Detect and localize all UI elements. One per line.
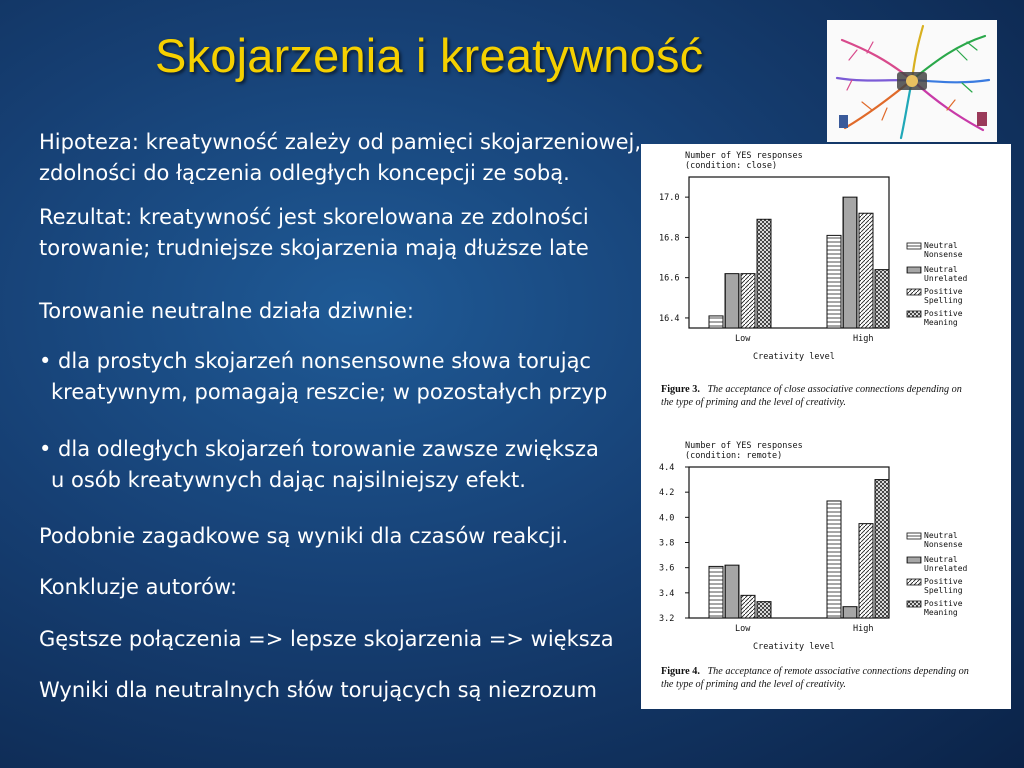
legend-label: Nonsense xyxy=(924,250,963,259)
y-tick-label: 3.6 xyxy=(659,563,675,574)
legend-label: Unrelated xyxy=(924,274,968,283)
y-tick-label: 16.4 xyxy=(659,313,680,324)
chart-title-line-2: (condition: close) xyxy=(685,161,778,171)
x-axis-label: Creativity level xyxy=(753,642,835,652)
x-axis-label: Creativity level xyxy=(753,352,835,362)
bar-high-neutral-nonsense xyxy=(827,501,841,618)
legend-swatch xyxy=(907,267,921,273)
legend-label: Neutral xyxy=(924,241,958,250)
legend-swatch xyxy=(907,311,921,317)
chart-title-line-2: (condition: remote) xyxy=(685,451,783,461)
legend-swatch xyxy=(907,289,921,295)
figure-3-chart xyxy=(641,144,1011,374)
bullet-1-line-1: • dla prostych skojarzeń nonsensowne słowa torując xyxy=(39,349,591,373)
legend-swatch xyxy=(907,601,921,607)
bar-low-neutral-nonsense xyxy=(709,566,723,618)
legend-label: Positive xyxy=(924,287,963,296)
x-category-label: Low xyxy=(735,334,751,344)
y-tick-label: 4.0 xyxy=(659,513,675,524)
mind-map-image xyxy=(827,20,997,142)
y-tick-label: 17.0 xyxy=(659,193,680,204)
bar-high-neutral-unrelated xyxy=(843,197,857,328)
figure-3-label: Figure 3. xyxy=(661,384,700,395)
figure-panel xyxy=(641,144,1011,709)
bar-high-positive-spelling xyxy=(859,213,873,328)
slide-title: Skojarzenia i kreatywność xyxy=(155,29,704,82)
legend-label: Nonsense xyxy=(924,540,963,549)
y-tick-label: 3.2 xyxy=(659,614,675,624)
legend-swatch xyxy=(907,557,921,563)
legend-label: Positive xyxy=(924,577,963,586)
hypothesis-line-2: zdolności do łączenia odległych koncepcji ze sobą. xyxy=(39,161,570,185)
legend-label: Neutral xyxy=(924,531,958,540)
x-category-label: High xyxy=(853,334,874,344)
chart-title-line-1: Number of YES responses xyxy=(685,151,803,161)
legend-label: Spelling xyxy=(924,296,963,305)
figure-4-caption xyxy=(661,665,971,691)
x-category-label: Low xyxy=(735,624,751,634)
legend-label: Meaning xyxy=(924,608,958,617)
legend-label: Unrelated xyxy=(924,564,968,573)
legend-swatch xyxy=(907,579,921,585)
legend-swatch xyxy=(907,243,921,249)
legend-label: Positive xyxy=(924,309,963,318)
legend-label: Neutral xyxy=(924,265,958,274)
y-tick-label: 3.8 xyxy=(659,538,675,549)
bullet-2-line-2: u osób kreatywnych dając najsilniejszy efekt. xyxy=(51,468,526,492)
conclusion-line-2: Wyniki dla neutralnych słów torujących są niezrozum xyxy=(39,678,597,702)
result-line-2: torowanie; trudniejsze skojarzenia mają dłuższe late xyxy=(39,236,589,260)
y-tick-label: 4.4 xyxy=(659,463,675,473)
figure-4-chart xyxy=(641,434,1011,664)
bar-low-neutral-unrelated xyxy=(725,565,739,618)
legend-swatch xyxy=(907,533,921,539)
figure-3-caption xyxy=(661,383,971,409)
conclusion-line-1: Gęstsze połączenia => lepsze skojarzenia => większa xyxy=(39,627,614,651)
bullet-2-line-1: • dla odległych skojarzeń torowanie zawsze zwiększa xyxy=(39,437,599,461)
bar-high-neutral-nonsense xyxy=(827,235,841,328)
bar-low-neutral-nonsense xyxy=(709,316,723,328)
legend-label: Meaning xyxy=(924,318,958,327)
bar-high-positive-meaning xyxy=(875,270,889,328)
figure-3-caption-text: The acceptance of close associative connections depending on the type of priming and the level of creativity. xyxy=(661,384,962,408)
y-tick-label: 16.8 xyxy=(659,233,680,244)
conclusions-heading: Konkluzje autorów: xyxy=(39,575,238,599)
chart-title-line-1: Number of YES responses xyxy=(685,441,803,451)
figure-4-label: Figure 4. xyxy=(661,666,700,677)
legend-label: Neutral xyxy=(924,555,958,564)
bar-low-positive-spelling xyxy=(741,595,755,618)
bar-high-positive-meaning xyxy=(875,480,889,618)
bar-low-positive-meaning xyxy=(757,602,771,618)
bar-high-neutral-unrelated xyxy=(843,607,857,618)
y-tick-label: 4.2 xyxy=(659,488,675,499)
neutral-priming-paragraph: Torowanie neutralne działa dziwnie: xyxy=(39,299,414,323)
reaction-times-paragraph: Podobnie zagadkowe są wyniki dla czasów reakcji. xyxy=(39,524,569,548)
bar-low-positive-spelling xyxy=(741,274,755,328)
result-line-1: Rezultat: kreatywność jest skorelowana ze zdolności xyxy=(39,205,589,229)
bar-low-neutral-unrelated xyxy=(725,274,739,328)
bar-low-positive-meaning xyxy=(757,219,771,328)
bullet-1-line-2: kreatywnym, pomagają reszcie; w pozostałych przyp xyxy=(51,380,608,404)
x-category-label: High xyxy=(853,624,874,634)
bar-high-positive-spelling xyxy=(859,524,873,618)
y-tick-label: 3.4 xyxy=(659,588,675,599)
y-tick-label: 16.6 xyxy=(659,273,680,284)
figure-4-caption-text: The acceptance of remote associative connections depending on the type of priming and the level of creativity. xyxy=(661,666,969,690)
legend-label: Positive xyxy=(924,599,963,608)
legend-label: Spelling xyxy=(924,586,963,595)
hypothesis-line-1: Hipoteza: kreatywność zależy od pamięci skojarzeniowej, xyxy=(39,130,642,154)
